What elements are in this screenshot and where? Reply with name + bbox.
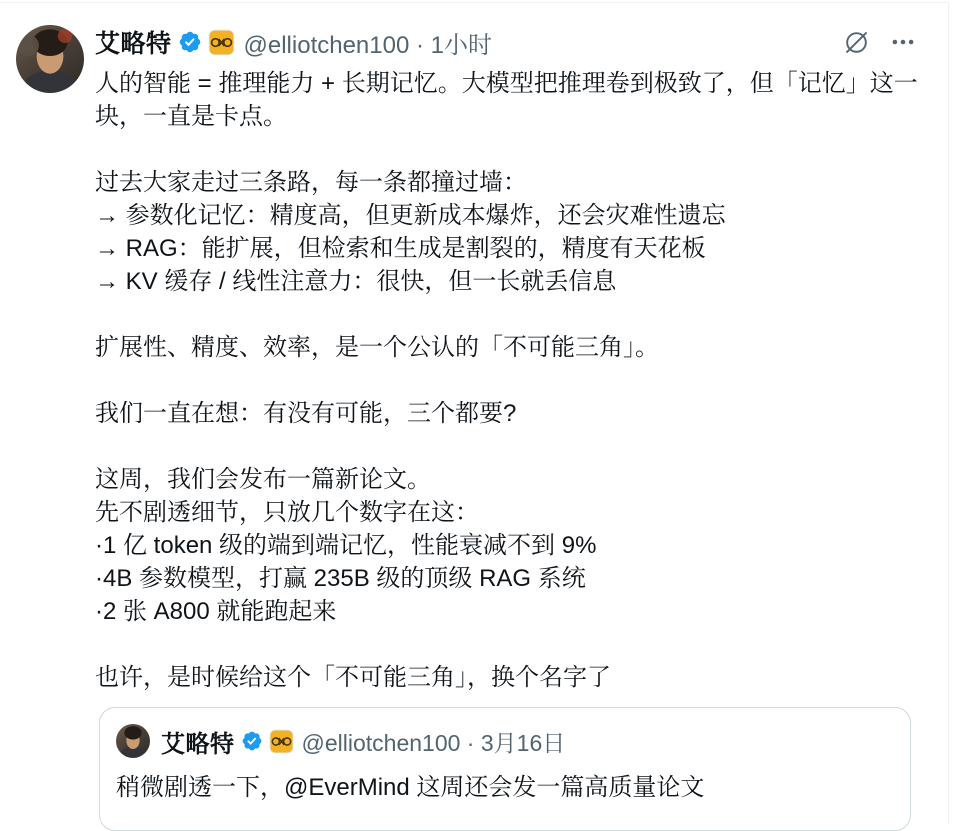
tweet-text-line: → KV 缓存 / 线性注意力：很快，但一长就丢信息 — [95, 268, 617, 295]
tweet-text-line: → 参数化记忆：精度高，但更新成本爆炸，还会灾难性遗忘 — [95, 202, 726, 229]
more-options-button[interactable] — [890, 29, 916, 55]
tweet-text — [95, 67, 916, 694]
author-handle[interactable]: @elliotchen100 — [243, 31, 410, 59]
quoted-tweet-header — [116, 723, 894, 759]
quoted-handle-and-time — [302, 725, 566, 758]
tweet-text-line: ·2 张 A800 就能跑起来 — [95, 598, 337, 625]
quoted-separator-dot: · — [466, 729, 475, 756]
author-handle-and-time[interactable] — [244, 25, 493, 60]
separator-dot: · — [416, 31, 424, 59]
tweet-text-line — [95, 430, 916, 463]
tweet-cell — [0, 3, 948, 831]
tweet-header — [95, 25, 916, 59]
tweet-timestamp[interactable]: 1小时 — [430, 31, 493, 59]
author-avatar[interactable] — [16, 25, 84, 93]
tweet-text-line: 这周，我们会发布一篇新论文。 — [95, 466, 431, 493]
quoted-verified-badge-icon — [241, 730, 263, 752]
tweet-text-line: 扩展性、精度、效率，是一个公认的「不可能三角」。 — [95, 334, 659, 361]
quoted-tweet-timestamp: 3月16日 — [480, 729, 566, 756]
tweet-text-line: 块，一直是卡点。 — [95, 103, 287, 130]
tweet-text-line: 先不剧透细节，只放几个数字在这： — [95, 499, 479, 526]
quoted-tweet-text: 稍微剧透一下，@EverMind 这周还会发一篇高质量论文 — [116, 774, 705, 801]
grok-icon — [843, 29, 870, 56]
quoted-author-name: 艾略特 — [161, 730, 235, 758]
tweet-text-line: 人的智能 = 推理能力 + 长期记忆。大模型把推理卷到极致了，但「记忆」这一 — [95, 70, 918, 97]
tweet-text-line: ·4B 参数模型，打赢 235B 级的顶级 RAG 系统 — [95, 565, 586, 592]
tweet-text-line: 我们一直在想：有没有可能，三个都要? — [95, 400, 517, 427]
tweet-text-line: 也许，是时候给这个「不可能三角」，换个名字了 — [95, 664, 611, 691]
tweet-text-line: ·1 亿 token 级的端到端记忆，性能衰减不到 9% — [95, 532, 597, 559]
more-icon — [890, 29, 916, 55]
grok-actions-button[interactable] — [843, 29, 870, 56]
affiliate-badge-icon — [208, 29, 235, 56]
verified-badge-icon — [178, 30, 202, 54]
tweet-content-column — [95, 23, 916, 831]
author-name[interactable]: 艾略特 — [95, 30, 172, 58]
tweet-text-line: → RAG：能扩展，但检索和生成是割裂的，精度有天花板 — [95, 235, 706, 262]
quoted-affiliate-badge-icon — [269, 729, 294, 754]
tweet-text-line: 过去大家走过三条路，每一条都撞过墙： — [95, 169, 527, 196]
tweet-text-line — [95, 628, 916, 661]
avatar-column — [16, 23, 84, 831]
quoted-author-handle: @elliotchen100 — [301, 729, 461, 756]
quoted-author-avatar — [116, 724, 150, 758]
timeline-column — [0, 2, 949, 824]
quoted-tweet-card[interactable] — [99, 707, 911, 831]
tweet-text-line — [95, 133, 916, 166]
tweet-text-line — [95, 298, 916, 331]
tweet-text-line — [95, 364, 916, 397]
header-action-icons — [843, 29, 916, 56]
